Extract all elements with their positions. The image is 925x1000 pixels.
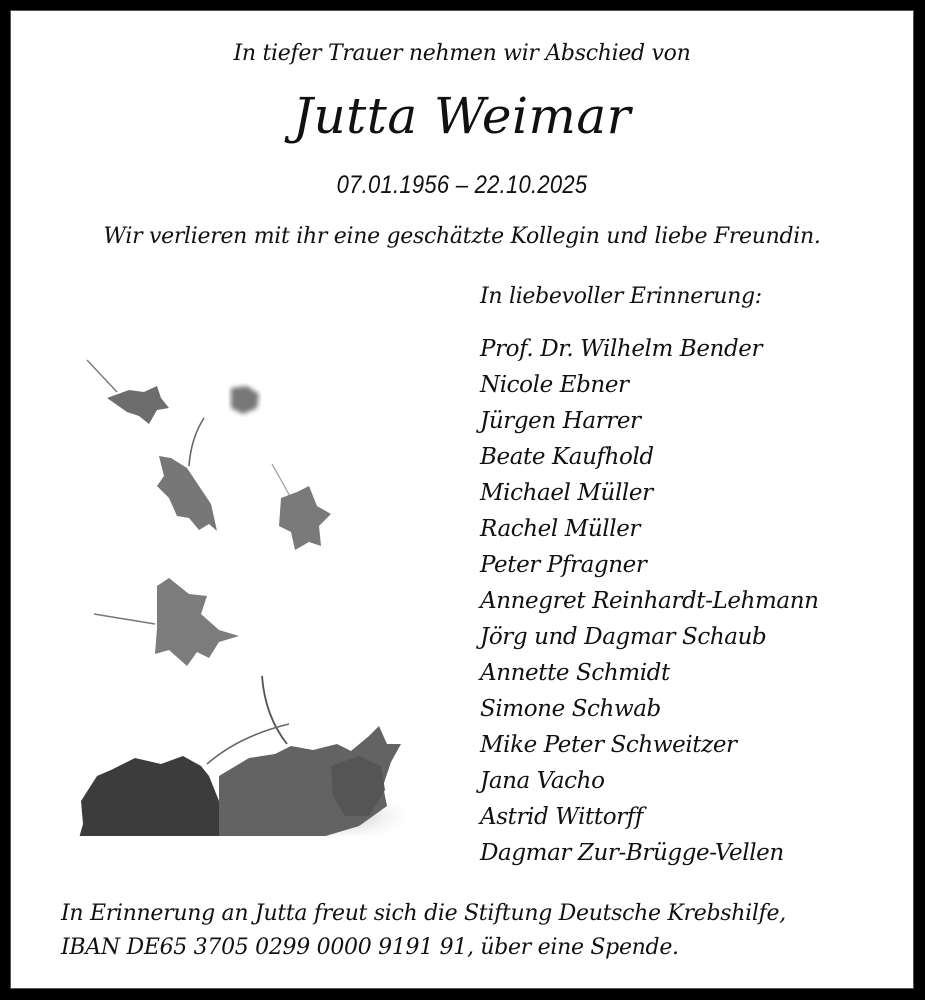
donation-line-1: In Erinnerung an Jutta freut sich die Stiftung Deutsche Krebshilfe, bbox=[61, 901, 786, 926]
mourner-name: Nicole Ebner bbox=[480, 372, 629, 398]
mourner-name: Prof. Dr. Wilhelm Bender bbox=[480, 336, 763, 362]
mourner-name: Michael Müller bbox=[480, 480, 653, 506]
mourner-name: Jürgen Harrer bbox=[480, 408, 641, 434]
mourner-name: Peter Pfragner bbox=[480, 552, 647, 578]
mourner-name: Annette Schmidt bbox=[480, 660, 670, 686]
tribute-line: Wir verlieren mit ihr eine geschätzte Kollegin und liebe Freundin. bbox=[103, 224, 821, 249]
obituary-card bbox=[10, 10, 914, 989]
intro-line: In tiefer Trauer nehmen wir Abschied von bbox=[233, 41, 691, 66]
mourner-name: Rachel Müller bbox=[480, 516, 641, 542]
deceased-name: Jutta Weimar bbox=[292, 87, 632, 145]
mourner-name: Dagmar Zur-Brügge-Vellen bbox=[480, 840, 784, 866]
falling-leaves-icon bbox=[69, 346, 414, 836]
life-dates: 07.01.1956 – 22.10.2025 bbox=[336, 171, 588, 199]
mourner-name: Jörg und Dagmar Schaub bbox=[480, 624, 767, 650]
donation-iban-line: IBAN DE65 3705 0299 0000 9191 91, über eine Spende. bbox=[61, 935, 679, 960]
mourner-name: Annegret Reinhardt-Lehmann bbox=[480, 588, 819, 614]
mourner-names-list bbox=[480, 331, 819, 871]
memorial-heading: In liebevoller Erinnerung: bbox=[480, 284, 762, 309]
mourner-name: Beate Kaufhold bbox=[480, 444, 654, 470]
donation-notice bbox=[61, 897, 786, 965]
mourner-name: Jana Vacho bbox=[480, 768, 605, 794]
mourner-name: Mike Peter Schweitzer bbox=[480, 732, 737, 758]
mourner-name: Astrid Wittorff bbox=[480, 804, 643, 830]
mourner-name: Simone Schwab bbox=[480, 696, 661, 722]
